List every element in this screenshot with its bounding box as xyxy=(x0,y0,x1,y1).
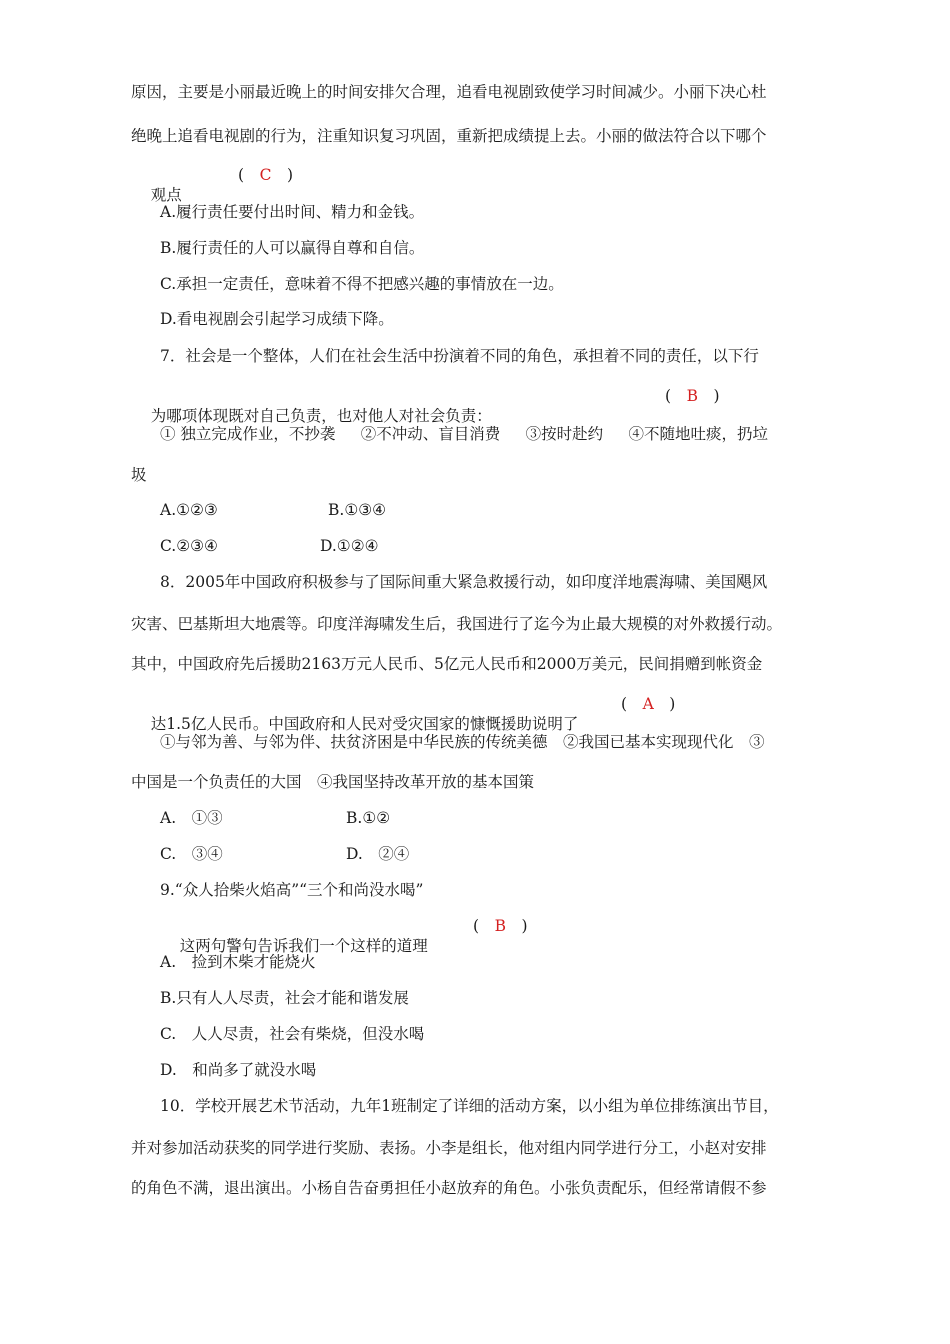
option-b: B.只有人人尽责，社会才能和谐发展 xyxy=(160,989,409,1007)
q8-line-3: 其中，中国政府先后援助2163万元人民币、5亿元人民币和2000万美元，民间捐赠到帐资金 xyxy=(131,655,763,673)
option-c: C. ③④ xyxy=(160,845,223,863)
q10-line-1: 10．学校开展艺术节活动，九年1班制定了详细的活动方案，以小组为单位排练演出节目， xyxy=(160,1097,779,1115)
answer-letter: B xyxy=(686,387,698,405)
answer-letter: C xyxy=(259,166,272,184)
q8-line-1: 8．2005年中国政府积极参与了国际间重大紧急救援行动，如印度洋地震海啸、美国飓风 xyxy=(160,573,768,591)
intro-line-3-text: 观点 xyxy=(150,186,182,204)
option-c: C.②③④ xyxy=(160,537,218,555)
option-a: A. 捡到木柴才能烧火 xyxy=(160,953,316,971)
q10-line-2: 并对参加活动获奖的同学进行奖励、表扬。小李是组长，他对组内同学进行分工，小赵对安排 xyxy=(131,1139,767,1157)
option-b: B.履行责任的人可以赢得自尊和自信。 xyxy=(160,239,425,257)
option-d: D. ②④ xyxy=(346,845,410,863)
q8-items-line-1: ①与邻为善、与邻为伴、扶贫济困是中华民族的传统美德 ②我国已基本实现现代化 ③ xyxy=(160,733,765,751)
answer-bracket: ( C ) xyxy=(238,166,294,184)
option-a: A. ①③ xyxy=(160,809,223,827)
q9-line-2-text: 这两句警句告诉我们一个这样的道理 xyxy=(179,937,428,955)
answer-bracket: ( B ) xyxy=(665,387,720,405)
q10-line-3: 的角色不满，退出演出。小杨自告奋勇担任小赵放弃的角色。小张负责配乐，但经常请假不参 xyxy=(131,1179,767,1197)
option-c: C.承担一定责任，意味着不得不把感兴趣的事情放在一边。 xyxy=(160,275,564,293)
q7-items-line-1: ① 独立完成作业，不抄袭 ②不冲动、盲目消费 ③按时赴约 ④不随地吐痰，扔垃 xyxy=(160,425,768,443)
option-d: D. 和尚多了就没水喝 xyxy=(160,1061,317,1079)
option-d: D.看电视剧会引起学习成绩下降。 xyxy=(160,310,394,328)
option-a: A.履行责任要付出时间、精力和金钱。 xyxy=(160,203,425,221)
q7-line-1: 7．社会是一个整体，人们在社会生活中扮演着不同的角色，承担着不同的责任，以下行 xyxy=(160,347,759,365)
intro-line-1: 原因，主要是小丽最近晚上的时间安排欠合理，追看电视剧致使学习时间减少。小丽下决心杜 xyxy=(131,83,767,101)
q8-items-line-2: 中国是一个负责任的大国 ④我国坚持改革开放的基本国策 xyxy=(131,773,535,791)
option-b: B.①② xyxy=(346,809,391,827)
q7-items-line-2: 圾 xyxy=(131,466,147,484)
option-d: D.①②④ xyxy=(320,537,379,555)
answer-letter: B xyxy=(494,917,506,935)
option-b: B.①③④ xyxy=(328,501,387,519)
answer-letter: A xyxy=(642,695,654,713)
q7-line-2-text: 为哪项体现既对自己负责，也对他人对社会负责： xyxy=(150,407,492,425)
q9-line-1: 9.“众人拾柴火焰高”“三个和尚没水喝” xyxy=(160,881,424,899)
option-c: C. 人人尽责，社会有柴烧，但没水喝 xyxy=(160,1025,425,1043)
option-a: A.①②③ xyxy=(160,501,218,519)
answer-bracket: ( A ) xyxy=(621,695,676,713)
answer-bracket: ( B ) xyxy=(473,917,528,935)
q8-line-4-text: 达1.5亿人民币。中国政府和人民对受灾国家的慷慨援助说明了 xyxy=(150,715,579,733)
intro-line-2: 绝晚上追看电视剧的行为，注重知识复习巩固，重新把成绩提上去。小丽的做法符合以下哪个 xyxy=(131,127,767,145)
q8-line-2: 灾害、巴基斯坦大地震等。印度洋海啸发生后，我国进行了迄今为止最大规模的对外救援行动。 xyxy=(131,615,783,633)
